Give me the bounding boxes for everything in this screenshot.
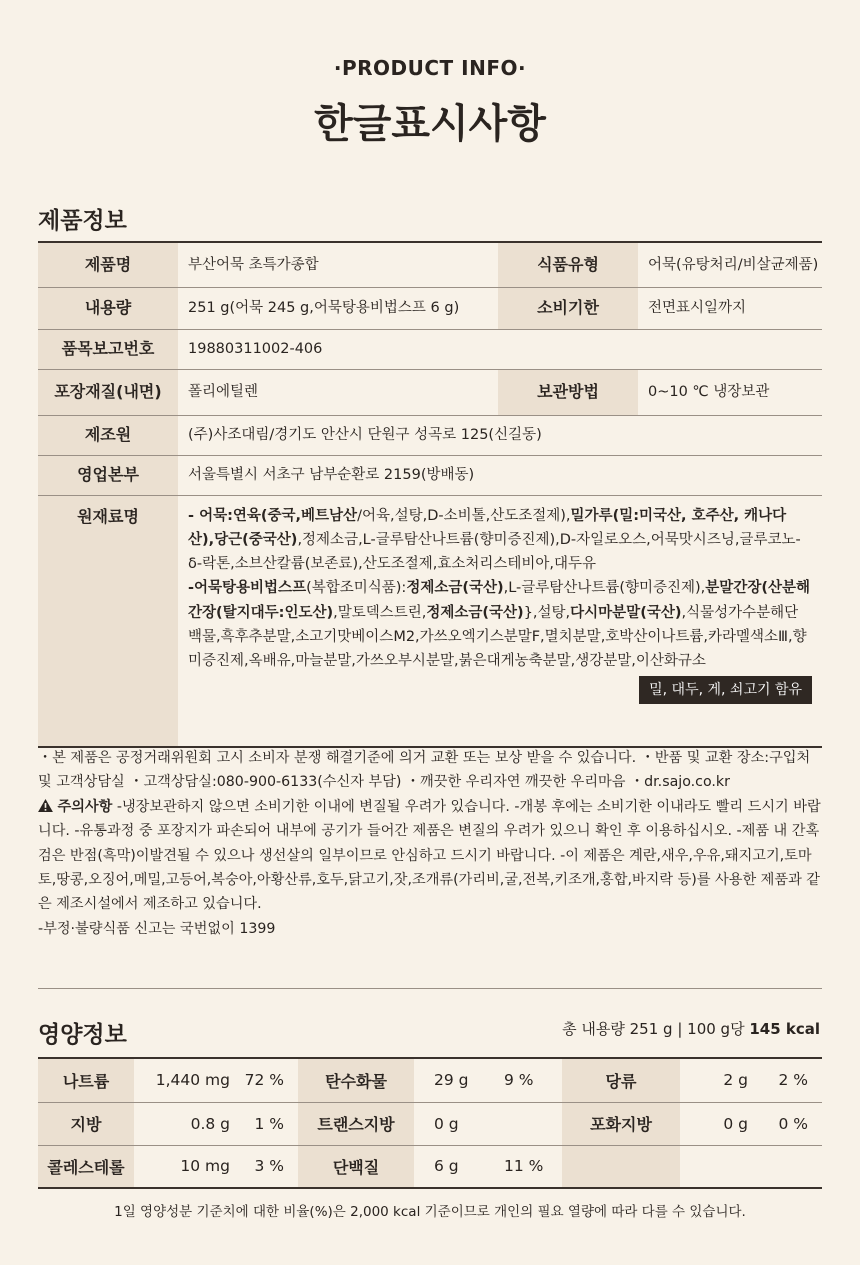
sales-office-label: 영업본부 [38,455,178,495]
table-row [38,415,822,455]
manufacturer-value: (주)사조대림/경기도 안산시 단원구 성곡로 125(신길동) [188,427,542,443]
report-number-value: 19880311002-406 [188,341,323,357]
product-info-table [38,243,822,748]
nutrient-name: 나트륨 [38,1059,134,1102]
nutrient-percent: 3 % [254,1157,284,1176]
nutrient-name: 트랜스지방 [298,1102,414,1145]
nutrient-amount: 29 g [434,1071,469,1090]
expiry-value: 전면표시일까지 [648,300,747,316]
nutrient-percent: 0 % [778,1114,808,1133]
nutrient-amount: 6 g [434,1157,459,1176]
notice-block [38,746,822,941]
food-type-label: 식품유형 [498,243,638,287]
nutrient-amount: 2 g [723,1071,748,1090]
ingredients-value [178,495,822,747]
table-row [38,329,822,369]
nutrient-name: 탄수화물 [298,1059,414,1102]
food-type-value: 어묵(유탕처리/비살균제품) [648,256,819,273]
manufacturer-label: 제조원 [38,415,178,455]
nutrient-percent: 11 % [504,1157,544,1176]
nutrition-table [38,1059,822,1189]
notice-general: ・본 제품은 공정거래위원회 고시 소비자 분쟁 해결기준에 의거 교환 또는 보상 받을 수 있습니다. ・반품 및 교환 장소:구입처 및 고객상담실 ・고객상담실:080-900-6133(수신자 부담) ・깨끗한 우리자연 깨끗한 우리마음 ・dr.sajo.co.kr [38,750,811,791]
nutrient-percent: 72 % [244,1071,284,1090]
nutrient-amount: 1,440 mg [155,1071,230,1090]
table-row [38,495,822,747]
ingredients-label: 원재료명 [38,495,178,747]
nutrient-name: 콜레스테롤 [38,1145,134,1188]
caution-text: -냉장보관하지 않으면 소비기한 이내에 변질될 우려가 있습니다. -개봉 후에는 소비기한 이내라도 빨리 드시기 바랍니다. -유통과정 중 포장지가 파손되어 내부에 공기가 들어간 제품은 변질의 우려가 있으니 확인 후 이용하십시오. -제품 내 간혹 검은 반점(흑막)이발견될 수 있으나 생선살의 일부이므로 안심하고 드시기 바랍니다. -이 제품은 계란,새우,우유,돼지고기,토마토,땅콩,오징어,메밀,고등어,복숭아,아황산류,호두,닭고기,잣,조개류(가리비,굴,전복,키조개,홍합,바지락 등)를 사용한 제품과 같은 제조시설에서 제조하고 있습니다. [38,798,821,913]
storage-value: 0~10 ℃ 냉장보관 [648,384,770,400]
allergen-wrap [188,674,812,704]
warning-icon [38,799,53,812]
storage-label: 보관방법 [498,369,638,415]
nutrient-percent: 2 % [778,1071,808,1090]
nutrient-percent: 1 % [254,1114,284,1133]
nutrient-name: 지방 [38,1102,134,1145]
volume-label: 내용량 [38,287,178,329]
product-name-value: 부산어묵 초특가종합 [188,256,319,273]
table-row [38,243,822,287]
nutrient-amount: 0 g [434,1114,459,1133]
product-info-section-title: 제품정보 [38,208,127,234]
nutrition-section-title: 영양정보 [38,1022,127,1048]
packaging-value: 폴리에틸렌 [188,384,259,400]
nutrition-footnote: 1일 영양성분 기준치에 대한 비율(%)은 2,000 kcal 기준이므로 개인의 필요 열량에 따라 다를 수 있습니다. [114,1204,746,1220]
nutrient-amount: 0.8 g [190,1114,230,1133]
packaging-label: 포장재질(내면) [38,369,178,415]
nutrition-summary: 총 내용량 251 g | 100 g당 145 kcal [562,1020,820,1038]
nutrition-divider [38,988,822,989]
table-row [38,369,822,415]
nutrient-amount: 10 mg [180,1157,230,1176]
allergen-badge: 밀, 대두, 게, 쇠고기 함유 [639,676,812,704]
nutrient-name: 단백질 [298,1145,414,1188]
nutrient-percent: 9 % [504,1071,534,1090]
table-row [38,455,822,495]
nutrient-name: 당류 [562,1059,680,1102]
expiry-label: 소비기한 [498,287,638,329]
page-title: 한글표시사항 [314,101,546,147]
volume-value: 251 g(어묵 245 g,어묵탕용비법스프 6 g) [188,300,460,316]
nutrient-percent-empty [760,1145,822,1188]
product-name-label: 제품명 [38,243,178,287]
notice-caution [38,795,822,917]
table-row [38,1059,822,1102]
nutrient-name: 포화지방 [562,1102,680,1145]
caution-label: 주의사항 [57,798,113,815]
nutrient-amount-empty [680,1145,760,1188]
product-info-eyebrow: ·PRODUCT INFO· [333,56,527,80]
table-row [38,1102,822,1145]
sales-office-value: 서울특별시 서초구 남부순환로 2159(방배동) [188,467,475,483]
table-row [38,287,822,329]
nutrient-percent [498,1102,562,1145]
report-number-label: 품목보고번호 [38,329,178,369]
table-row [38,1145,822,1188]
nutrient-name-empty [562,1145,680,1188]
nutrient-amount: 0 g [723,1114,748,1133]
ingredients-text: - 어묵:연육(중국,베트남산/어육,설탕,D-소비톨,산도조절제),밀가루(밀:미국산, 호주산, 캐나다산),당근(중국산),정제소금,L-글루탐산나트륨(향미증진제),D-자일로오스,어묵맛시즈닝,글루코노-δ-락톤,소브산칼륨(보존료),산도조절제,효소처리스테비아,대두유 -어묵탕용비법스프(복합조미식품):정제소금(국산),L-글루탐산나트륨(향미증진제),분말간장(산분해간장(탈지대두:인도산),말토덱스트린,정제소금(국산)},설탕,다시마분말(국산),식물성가수분해단백물,흑후추분말,소고기맛베이스M2,가쓰오엑기스분말F,멸치분말,호박산이나트륨,카라멜색소Ⅲ,향미증진제,옥배유,마늘분말,가쓰오부시분말,붉은대게농축분말,생강분말,이산화규소 [188,507,810,670]
notice-report-line: -부정·불량식품 신고는 국번없이 1399 [38,920,276,937]
